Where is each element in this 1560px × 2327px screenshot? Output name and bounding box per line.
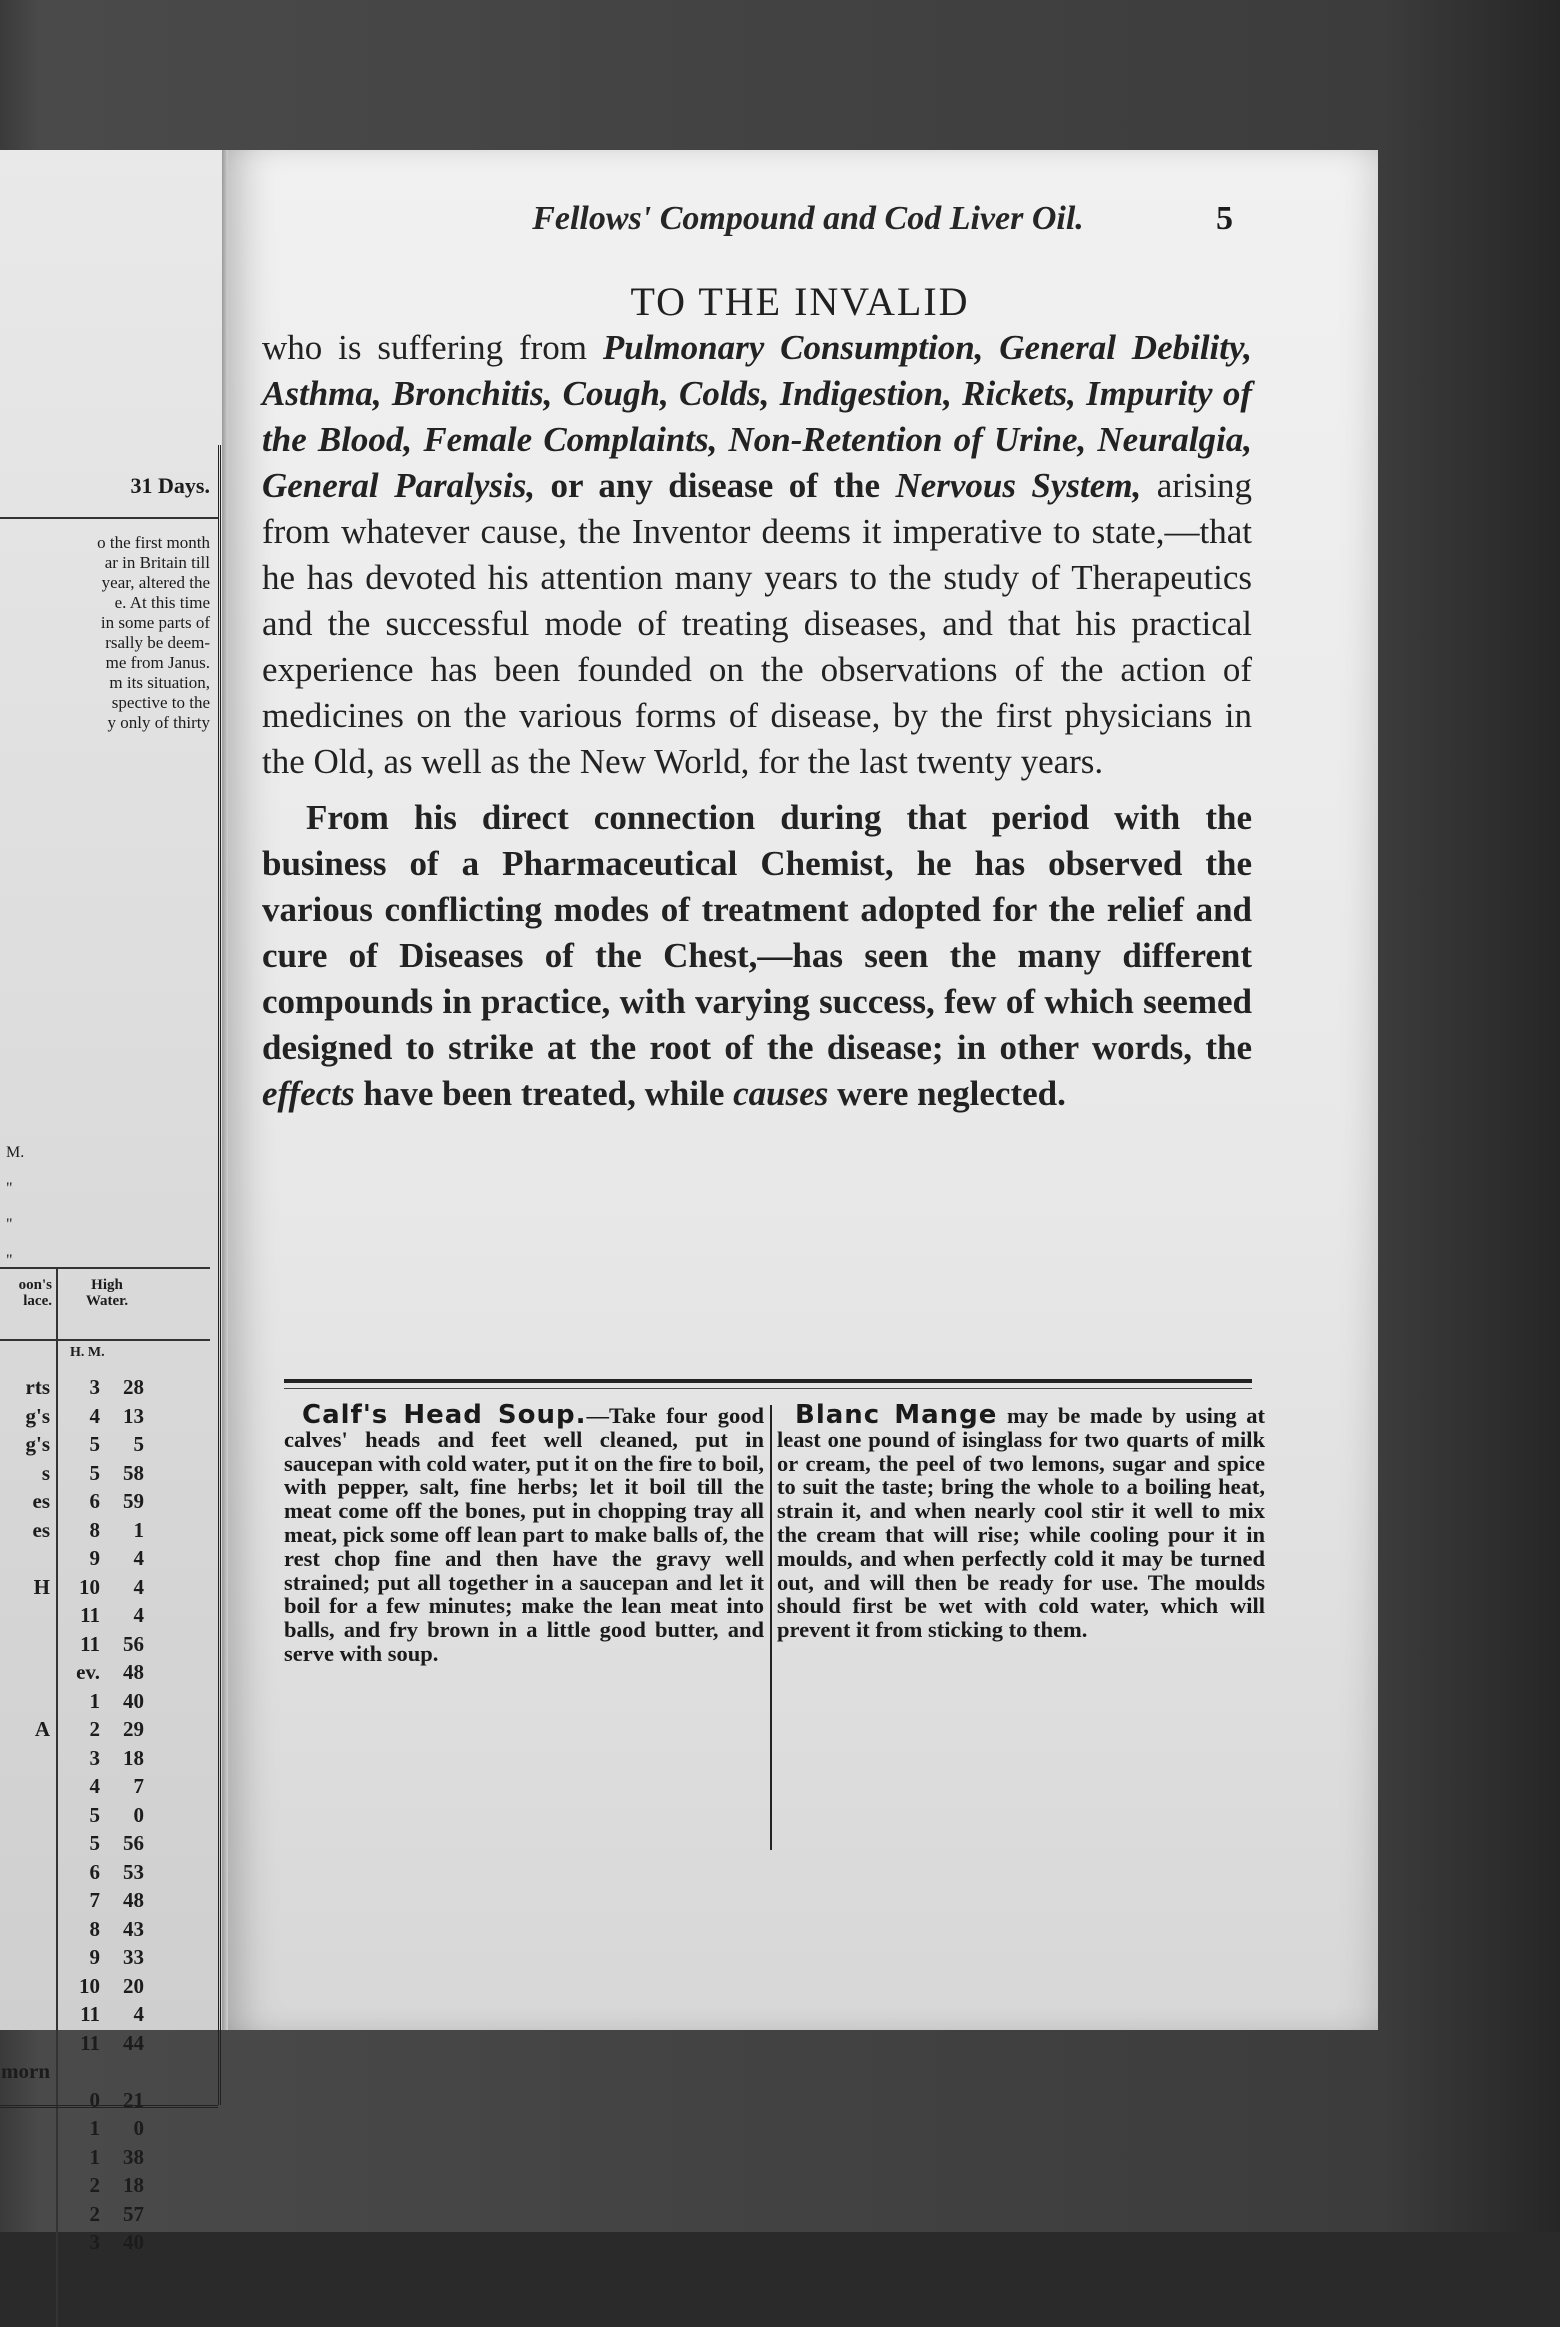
calendar-ditto-mark: " — [6, 1180, 13, 1197]
calendar-hour: 5 — [89, 1460, 100, 1485]
calendar-hour: 9 — [89, 1945, 100, 1969]
recipe-title: Blanc Mange — [795, 1400, 998, 1430]
calendar-minute: 18 — [123, 1745, 144, 1770]
calendar-row — [0, 1573, 200, 1602]
recipe-body: —Take four good calves' heads and feet well cleaned, put in saucepan with cold water, put it on the fire to boil, with pepper, salt, fine herbs; let it boil till the meat come off the bones, put in chopping tray all meat, pick some off lean part to make balls of, the rest chop fine and then have the gravy well strained; put all together in a saucepan and let it boil for a few minutes; make the lean meat into balls, and fry brown in a little good butter, and serve with soup. — [284, 1403, 765, 1666]
calendar-minute: 4 — [133, 2002, 144, 2026]
calendar-row — [0, 1858, 200, 1887]
calendar-ditto-mark: " — [6, 1252, 13, 1269]
calendar-row — [0, 1487, 200, 1516]
hours-minutes-header: H. M. — [70, 1345, 105, 1360]
calendar-row — [0, 1972, 200, 2001]
article-paragraph: From his direct connection during that period with the business of a Pharmaceutical Chemist, he has observed the various conflicting modes of treatment adopted for the relief and cure of Diseases of the Chest,—has seen the many different compounds in practice, with varying success, few of which seemed designed to strike at the root of the disease; in other words, the effects have been treated, while causes were neglected. — [262, 798, 1252, 1113]
calendar-table — [0, 445, 221, 2254]
calendar-row — [0, 1829, 200, 1858]
running-head: Fellows' Compound and Cod Liver Oil. — [532, 200, 1084, 237]
calendar-note-line: m its situation, — [109, 673, 210, 692]
high-water-header: High Water. — [85, 1277, 129, 1309]
article-body — [262, 325, 1252, 1117]
calendar-minute: 1 — [133, 1517, 144, 1542]
calendar-hour: 6 — [89, 1489, 100, 1513]
calendar-notes — [0, 533, 210, 733]
calendar-minute: 56 — [123, 1831, 144, 1855]
calendar-hour: ev. — [76, 1660, 100, 1684]
calendar-row — [0, 1943, 200, 1972]
calendar-hour: 1 — [89, 1688, 100, 1713]
calendar-minute: 29 — [123, 1717, 144, 1741]
calendar-moon-place: es — [32, 1517, 50, 1542]
calendar-hour: 8 — [89, 1517, 100, 1542]
calendar-minute: 4 — [133, 1546, 144, 1570]
calendar-hour: 1 — [89, 2116, 100, 2140]
calendar-row — [0, 2200, 200, 2229]
calendar-row — [0, 1886, 200, 1915]
calendar-minute: 0 — [133, 1802, 144, 1827]
calendar-hour: 5 — [89, 1432, 100, 1456]
calendar-row — [0, 1744, 200, 1773]
calendar-hour: 2 — [89, 2201, 100, 2226]
moon-place-header: oon's lace. — [18, 1277, 52, 1309]
calendar-minute: 40 — [123, 1688, 144, 1713]
calendar-minute: 21 — [123, 2087, 144, 2112]
calendar-ditto-mark: " — [6, 1216, 13, 1233]
calendar-row — [0, 2057, 200, 2086]
calendar-moon-place: rts — [25, 1375, 50, 1399]
calendar-minute: 7 — [133, 1774, 144, 1798]
calendar-minute: 43 — [123, 1916, 144, 1941]
calendar-row — [0, 1516, 200, 1545]
calendar-note-line: o the first month — [97, 533, 210, 552]
calendar-hour: 11 — [80, 1631, 100, 1656]
calendar-minute: 57 — [123, 2201, 144, 2226]
calendar-row — [0, 1402, 200, 1431]
calendar-hour: 3 — [89, 1375, 100, 1399]
calendar-minute: 4 — [133, 1603, 144, 1627]
calendar-hour: 8 — [89, 1916, 100, 1941]
calendar-moon-place: s — [41, 1460, 50, 1485]
calendar-hour: 4 — [89, 1403, 100, 1428]
recipe-blanc-mange — [777, 1400, 1266, 1643]
calendar-moon-place: morn — [1, 2059, 50, 2083]
calendar-hour: 1 — [89, 2144, 100, 2169]
calendar-ditto-mark: M. — [6, 1144, 25, 1161]
calendar-minute: 44 — [123, 2030, 144, 2055]
calendar-note-line: me from Janus. — [105, 653, 210, 672]
calendar-hour: 5 — [89, 1831, 100, 1855]
calendar-row — [0, 1373, 200, 1402]
calendar-hour: 2 — [89, 2173, 100, 2197]
calendar-row — [0, 2171, 200, 2200]
calendar-row — [0, 1459, 200, 1488]
calendar-note-line: e. At this time — [114, 593, 210, 612]
calendar-row — [0, 1601, 200, 1630]
column-divider — [770, 1405, 772, 1850]
calendar-note-line: y only of thirty — [107, 713, 210, 732]
calendar-hour: 11 — [80, 2002, 100, 2026]
calendar-minute: 40 — [123, 2230, 144, 2254]
calendar-minute: 13 — [123, 1403, 144, 1428]
calendar-row — [0, 1630, 200, 1659]
calendar-ditto-marks — [6, 1135, 24, 1279]
calendar-row — [0, 1430, 200, 1459]
calendar-row — [0, 2000, 200, 2029]
left-page — [0, 150, 228, 2254]
calendar-row — [0, 1687, 200, 1716]
calendar-minute: 33 — [123, 1945, 144, 1969]
calendar-row — [0, 1715, 200, 1744]
calendar-minute: 53 — [123, 1859, 144, 1884]
calendar-hour: 11 — [80, 2030, 100, 2055]
calendar-row — [0, 2029, 200, 2058]
section-divider — [284, 1379, 1252, 1383]
calendar-moon-place: es — [32, 1489, 50, 1513]
article-paragraph: who is suffering from Pulmonary Consumption, General Debility, Asthma, Bronchitis, Cough, Colds, Indigestion, Rickets, Impurity of the Blood, Female Complaints, Non-Retention of Urine, Neuralgia, General Paralysis, or any disease of the Nervous System, arising from whatever cause, the Inventor deems it imperative to state,—that he has devoted his attention many years to the study of Therapeutics and the successful mode of treating diseases, and that his practical experience has been founded on the observations of the action of medicines on the various forms of disease, by the first physicians in the Old, as well as the New World, for the last twenty years. — [262, 328, 1253, 781]
calendar-column-headers — [0, 1267, 210, 1341]
calendar-hour: 0 — [89, 2087, 100, 2112]
calendar-moon-place: A — [34, 1717, 50, 1741]
calendar-rows — [0, 1373, 200, 2257]
calendar-note-line: ar in Britain till — [104, 553, 210, 572]
calendar-minute: 4 — [133, 1574, 144, 1599]
calendar-minute: 38 — [123, 2144, 144, 2169]
calendar-hour: 3 — [89, 1745, 100, 1770]
calendar-note-line: rsally be deem- — [105, 633, 210, 652]
section-title: TO THE INVALID — [630, 279, 970, 324]
calendar-minute: 48 — [123, 1888, 144, 1912]
section-divider-thin — [284, 1388, 1252, 1389]
calendar-row — [0, 2086, 200, 2115]
calendar-rule — [0, 517, 218, 519]
calendar-days-header: 31 Days. — [130, 473, 210, 498]
calendar-note-line: spective to the — [111, 693, 210, 712]
calendar-row — [0, 2143, 200, 2172]
calendar-hour: 10 — [79, 1574, 100, 1599]
recipe-body: may be made by using at least one pound of isinglass for two quarts of milk or cream, the peel of two lemons, sugar and spice to suit the taste; bring the whole to a boiling heat, strain it, and when nearly cool stir it well to mix the cream that will rise; while cooling pour it in moulds, and when perfectly cold it may be turned out, and will then be ready for use. The moulds should first be wet with cold water, which will prevent it from sticking to them. — [777, 1403, 1266, 1643]
recipe-title: Calf's Head Soup. — [302, 1400, 587, 1430]
calendar-moon-place: g's — [25, 1403, 50, 1428]
calendar-hour: 10 — [79, 1973, 100, 1998]
calendar-minute: 48 — [123, 1660, 144, 1684]
calendar-hour: 7 — [89, 1888, 100, 1912]
calendar-row — [0, 1801, 200, 1830]
calendar-row — [0, 2228, 200, 2257]
calendar-note-line: in some parts of — [100, 613, 210, 632]
calendar-minute: 20 — [123, 1973, 144, 1998]
calendar-minute: 28 — [123, 1375, 144, 1399]
calendar-hour: 9 — [89, 1546, 100, 1570]
calendar-hour: 11 — [80, 1603, 100, 1627]
calendar-minute: 0 — [133, 2116, 144, 2140]
calendar-hour: 3 — [89, 2230, 100, 2254]
calendar-minute: 58 — [123, 1460, 144, 1485]
calendar-row — [0, 1915, 200, 1944]
calendar-minute: 59 — [123, 1489, 144, 1513]
calendar-row — [0, 2114, 200, 2143]
calendar-row — [0, 1544, 200, 1573]
calendar-row — [0, 1772, 200, 1801]
calendar-minute: 56 — [123, 1631, 144, 1656]
calendar-hour: 5 — [89, 1802, 100, 1827]
page-number: 5 — [1216, 200, 1233, 237]
calendar-note-line: year, altered the — [101, 573, 210, 592]
calendar-hour: 2 — [89, 1717, 100, 1741]
calendar-row — [0, 1658, 200, 1687]
calendar-moon-place: H — [33, 1574, 50, 1599]
calendar-moon-place: g's — [25, 1432, 50, 1456]
calendar-minute: 5 — [133, 1432, 144, 1456]
calendar-minute: 18 — [123, 2173, 144, 2197]
calendar-hour: 4 — [89, 1774, 100, 1798]
recipe-calfs-head-soup — [284, 1400, 765, 1666]
calendar-bottom-rule — [0, 2105, 218, 2108]
calendar-hour: 6 — [89, 1859, 100, 1884]
